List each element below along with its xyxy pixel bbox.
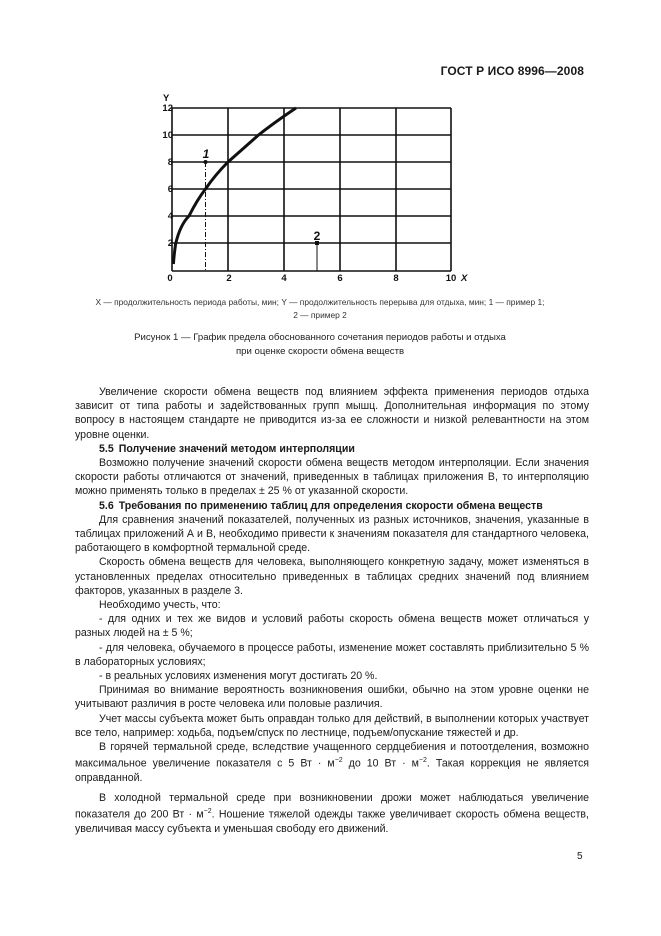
paragraph-error-probability: Принимая во внимание вероятность возникновения ошибки, обычно на этом уровне оценки не учитывают различия в росте человека или половые различия. [75, 684, 589, 711]
figure-caption [66, 331, 574, 359]
y-tick-4: 4 [167, 211, 173, 222]
example-2-marker [172, 241, 319, 271]
section-title: Получение значений методом интерполяции [118, 442, 355, 455]
page-number: 5 [577, 851, 583, 862]
y-tick-2: 2 [167, 238, 173, 249]
text-run: . Ношение тяжелой одежды также увеличивает скорость обмена веществ, увеличивая массу субъекта и уменьшая свободу его движений. [75, 808, 589, 836]
document-body [75, 385, 589, 836]
list-item: - для человека, обучаемого в процессе работы, изменение может составлять приблизительно 5 % в лабораторных условиях; [75, 641, 589, 668]
x-tick-0: 0 [167, 273, 173, 284]
y-tick-12: 12 [162, 103, 173, 114]
x-tick-4: 4 [281, 273, 287, 284]
figure-caption-line-1: Рисунок 1 — График предела обоснованного сочетания периодов работы и отдыха [134, 332, 506, 343]
figure-caption-line-2: при оценке скорости обмена веществ [235, 346, 405, 357]
paragraph-interpolation: Возможно получение значений скорости обмена веществ методом интерполяции. Если значения скорости работы отличаются от значений, приведенных в таблицах приложения B, то интерполяцию можно применять только в пределах ± 25 % от указанной скорости. [75, 457, 589, 498]
x-tick-10: 10 [445, 273, 457, 284]
x-tick-8: 8 [393, 273, 399, 284]
example-1-label: 1 [202, 147, 210, 161]
document-header: ГОСТ Р ИСО 8996—2008 [440, 64, 584, 78]
figure-legend-line-2: 2 — пример 2 [293, 310, 347, 320]
section-heading-5-6 [75, 499, 589, 513]
y-tick-10: 10 [162, 130, 173, 141]
section-heading-5-5 [75, 442, 589, 456]
paragraph-variation: Скорость обмена веществ для человека, выполняющего конкретную задачу, может изменяться в установленных пределах относительно приведенных в таблицах средних значений под влиянием факторов, указанных в разделе 3. [75, 556, 589, 597]
list-item: - в реальных условиях изменения могут достигать 20 %. [99, 670, 378, 683]
section-title: Требования по применению таблиц для определения скорости обмена веществ [118, 499, 543, 512]
section-number: 5.6 [99, 499, 114, 512]
paragraph-cold-environment [75, 791, 589, 836]
text-run: В горячей термальной среде, вследствие учащенного сердцебиения и потоотделения, возможно максимальное увеличение показателя с 5 Вт · м [75, 741, 589, 770]
limit-curve [173, 108, 296, 264]
figure-legend [66, 296, 574, 322]
text-run: . Такая коррекция не является оправданной. [75, 757, 589, 785]
list-item: - для одних и тех же видов и условий работы скорость обмена веществ может отличаться у разных людей на ± 5 %; [75, 613, 589, 640]
chart-grid [172, 108, 451, 271]
superscript: −2 [418, 757, 427, 765]
figure-1-chart [150, 85, 470, 285]
paragraph-rest-periods: Увеличение скорости обмена веществ под влиянием эффекта применения периодов отдыха зависит от типа работы и задействованных групп мышц. Дополнительная информация по этому вопросу в настоящем стандарте не приводится из-за ее сложности и низкой релевантности на этом уровне оценки. [75, 386, 589, 441]
y-tick-8: 8 [167, 157, 173, 168]
text-run: В холодной термальной среде при возникновении дрожи может наблюдаться увеличение показателя до 200 Вт · м [75, 792, 589, 821]
y-axis-label: Y [163, 93, 170, 104]
section-number: 5.5 [99, 442, 114, 455]
superscript: −2 [334, 757, 343, 765]
x-tick-2: 2 [226, 273, 232, 284]
figure-legend-line-1: X — продолжительность периода работы, мин; Y — продолжительность перерыва для отдыха, мин; 1 — пример 1; [95, 297, 545, 307]
paragraph-hot-environment [75, 740, 589, 785]
example-2-label: 2 [313, 229, 321, 243]
paragraph-note-intro: Необходимо учесть, что: [99, 599, 221, 612]
x-axis-label: X [461, 273, 468, 284]
paragraph-comparison: Для сравнения значений показателей, полученных из разных источников, значения, указанные в таблицах приложений А и В, необходимо привести к значениям показателя для стандартного человека, работающего в комфортной термальной среде. [75, 513, 589, 555]
paragraph-body-mass: Учет массы субъекта может быть оправдан только для действий, в выполнении которых участвует все тело, например: ходьба, подъем/спуск по лестнице, подъем/опускание тяжестей и др. [75, 712, 589, 739]
superscript: −2 [203, 808, 212, 816]
x-tick-6: 6 [337, 273, 343, 284]
text-run: до 10 Вт · м [342, 757, 419, 770]
y-tick-6: 6 [167, 184, 173, 195]
